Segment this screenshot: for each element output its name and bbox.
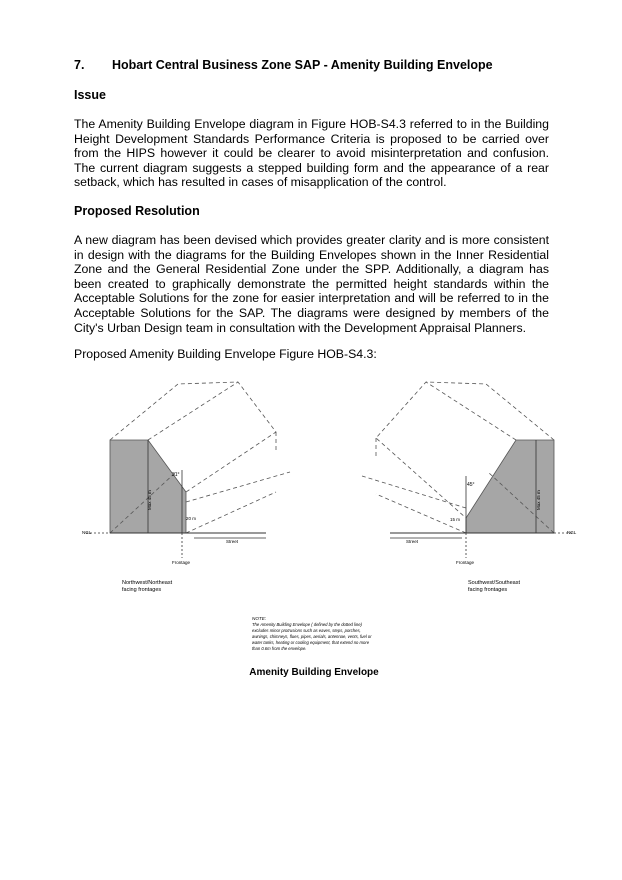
right-orientation-label: facing frontages [468,587,508,593]
note-line: water tanks, heating or cooling equipment, that extend no more [252,640,370,645]
note-line: excludes minor protrusions such as eaves, steps, porches, [252,628,361,633]
right-orientation-label: Southwest/Southeast [468,580,520,586]
right-envelope-edge [362,476,466,508]
right-envelope-edge [426,382,516,440]
left-envelope-diagram [82,382,290,593]
right-height-label: Max 45 m [536,490,541,510]
section-title: Hobart Central Business Zone SAP - Amenity Building Envelope [112,58,493,72]
figure-caption: Proposed Amenity Building Envelope Figure HOB-S4.3: [74,347,377,361]
right-setback-label: 15 m [450,517,461,522]
left-ngl-label: NGL [82,530,92,535]
note-line: than 0.6m from the envelope. [252,646,307,651]
section-number: 7. [74,58,85,72]
issue-paragraph: The Amenity Building Envelope diagram in Figure HOB-S4.3 referred to in the Building Height Development Standards Performance Criteria is proposed to be carried over from the HIPS however it could be clearer to avoid misinterpretation and confusion. The current diagram suggests a stepped building form and the appearance of a rear setback, which has resulted in cases of misapplication of the control. [74,117,549,190]
right-envelope-diagram [362,382,577,593]
left-setback-label: 20 m [186,516,197,521]
envelope-note [252,616,372,651]
resolution-paragraph: A new diagram has been devised which provides greater clarity and is more consistent in design with the diagrams for the Building Envelopes shown in the Inner Residential Zone and the General Residential Zone under the SPP. Additionally, a diagram has been created to graphically demonstrate the permitted height standards within the Acceptable Solutions for the zone for easier interpretation and will be referred to in the Acceptable Solutions for the SAP. The diagrams were designed by members of the City's Urban Design team in consultation with the Development Appraisal Planners. [74,233,549,335]
left-frontage-label: Frontage [172,560,191,565]
amenity-envelope-figure [70,372,590,692]
right-ngl-label: NGL [567,530,577,535]
note-line: awnings, chimneys, flues, pipes, aerials, antennae, vents, fuel or [252,634,372,639]
left-envelope-edge [186,472,290,502]
left-street-label: Street [226,539,239,544]
right-envelope-edge [376,494,466,533]
left-orientation-label: Northwest/Northeast [122,580,173,586]
left-angle-label: 31° [172,472,180,478]
note-line: The Amenity Building Envelope ( defined by the dotted line) [252,622,362,627]
resolution-heading: Proposed Resolution [74,204,200,218]
right-frontage-label: Frontage [456,560,475,565]
left-height-label: Max 45 m [147,490,152,510]
note-title: NOTE: [252,616,267,621]
right-building-mass [466,440,554,533]
figure-title: Amenity Building Envelope [249,667,379,678]
left-envelope-edge [148,382,238,440]
right-angle-label: 45° [467,482,475,488]
right-street-label: Street [406,539,419,544]
left-orientation-label: facing frontages [122,587,162,593]
issue-heading: Issue [74,88,106,102]
